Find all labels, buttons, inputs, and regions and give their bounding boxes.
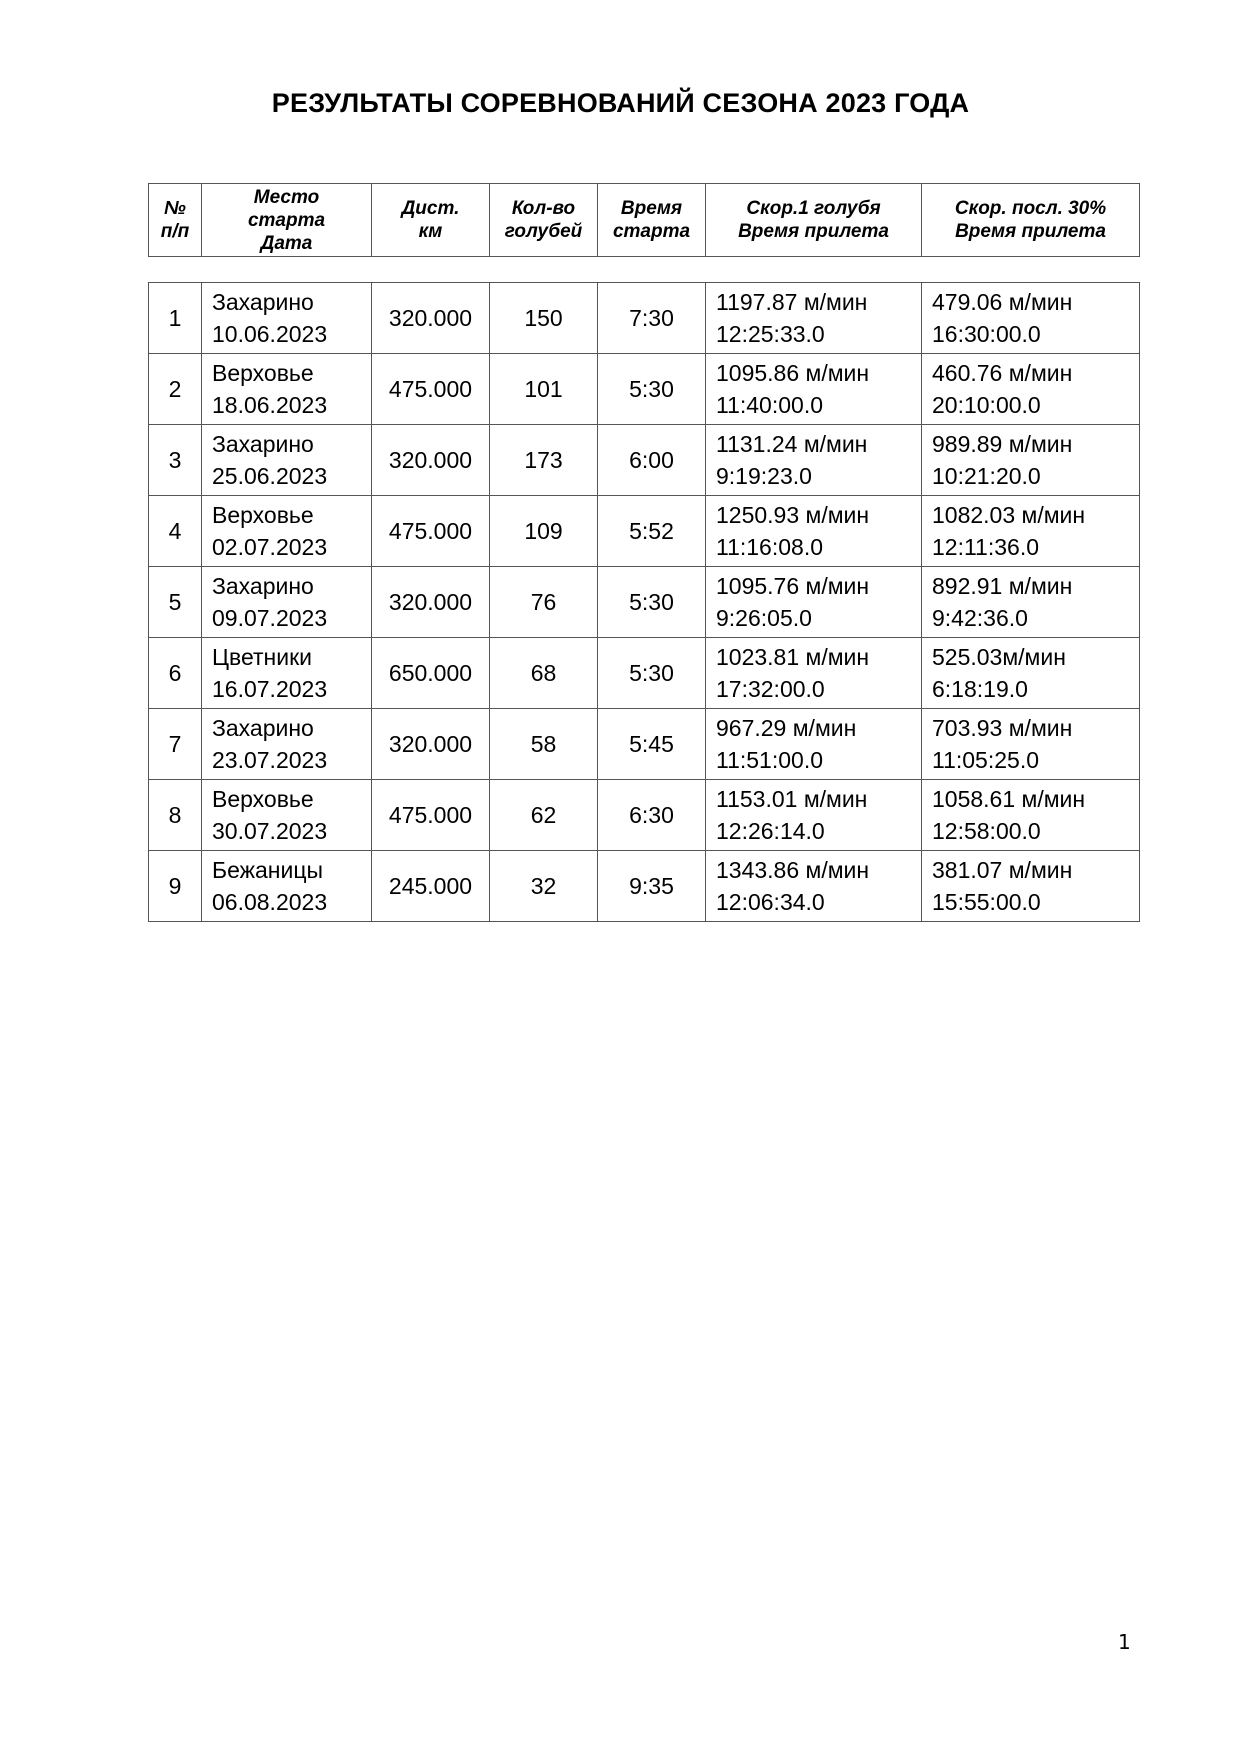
header-distance: Дист. км [372,184,490,257]
cell-last30-speed [922,567,1140,638]
race-date: 09.07.2023 [212,605,328,631]
last30-arrival-time: 12:11:36.0 [932,534,1040,560]
race-date: 02.07.2023 [212,534,328,560]
cell-first-speed [706,567,922,638]
page-number: 1 [1118,1630,1131,1654]
cell-distance: 320.000 [372,709,490,780]
cell-start-time: 5:52 [598,496,706,567]
cell-num: 2 [149,354,202,425]
first-arrival-time: 9:19:23.0 [716,463,812,489]
cell-first-speed [706,425,922,496]
cell-place-date [202,496,372,567]
last30-arrival-time: 15:55:00.0 [932,889,1041,915]
cell-last30-speed [922,496,1140,567]
cell-distance: 320.000 [372,425,490,496]
first-arrival-time: 9:26:05.0 [716,605,812,631]
race-date: 16.07.2023 [212,676,328,702]
last30-arrival-time: 16:30:00.0 [932,321,1041,347]
cell-distance: 475.000 [372,496,490,567]
header-num: № п/п [149,184,202,257]
last30-speed: 1082.03 м/мин [932,502,1086,528]
cell-start-time: 7:30 [598,283,706,354]
last30-arrival-time: 11:05:25.0 [932,747,1040,773]
first-speed: 1153.01 м/мин [716,786,868,812]
place-name: Захарино [212,289,314,315]
cell-distance: 320.000 [372,567,490,638]
last30-speed: 525.03м/мин [932,644,1066,670]
cell-place-date [202,425,372,496]
cell-last30-speed [922,425,1140,496]
cell-count: 62 [490,780,598,851]
last30-arrival-time: 9:42:36.0 [932,605,1028,631]
table-row [149,496,1140,567]
header-count: Кол-во голубей [490,184,598,257]
last30-speed: 460.76 м/мин [932,360,1073,386]
table-row [149,851,1140,922]
cell-place-date [202,354,372,425]
table-row [149,425,1140,496]
table-row [149,567,1140,638]
last30-speed: 989.89 м/мин [932,431,1073,457]
place-name: Верховье [212,360,314,386]
place-name: Захарино [212,431,314,457]
place-name: Захарино [212,715,314,741]
last30-arrival-time: 6:18:19.0 [932,676,1028,702]
cell-last30-speed [922,851,1140,922]
first-arrival-time: 12:26:14.0 [716,818,825,844]
first-arrival-time: 12:25:33.0 [716,321,825,347]
cell-first-speed [706,496,922,567]
cell-last30-speed [922,709,1140,780]
first-arrival-time: 11:51:00.0 [716,747,824,773]
last30-speed: 1058.61 м/мин [932,786,1086,812]
first-speed: 1131.24 м/мин [716,431,868,457]
cell-place-date [202,709,372,780]
cell-count: 58 [490,709,598,780]
cell-last30-speed [922,780,1140,851]
cell-num: 5 [149,567,202,638]
first-arrival-time: 17:32:00.0 [716,676,825,702]
table-row [149,283,1140,354]
cell-num: 3 [149,425,202,496]
cell-num: 8 [149,780,202,851]
place-name: Верховье [212,786,314,812]
place-name: Верховье [212,502,314,528]
cell-first-speed [706,709,922,780]
first-speed: 967.29 м/мин [716,715,857,741]
cell-distance: 320.000 [372,283,490,354]
cell-count: 173 [490,425,598,496]
last30-speed: 381.07 м/мин [932,857,1073,883]
table-row [149,638,1140,709]
race-date: 25.06.2023 [212,463,328,489]
race-date: 06.08.2023 [212,889,328,915]
first-speed: 1095.76 м/мин [716,573,870,599]
last30-arrival-time: 12:58:00.0 [932,818,1041,844]
last30-arrival-time: 20:10:00.0 [932,392,1041,418]
cell-start-time: 5:30 [598,638,706,709]
last30-speed: 479.06 м/мин [932,289,1073,315]
cell-distance: 475.000 [372,354,490,425]
cell-place-date [202,283,372,354]
cell-last30-speed [922,354,1140,425]
race-date: 30.07.2023 [212,818,328,844]
cell-count: 101 [490,354,598,425]
cell-last30-speed [922,638,1140,709]
cell-num: 4 [149,496,202,567]
cell-distance: 245.000 [372,851,490,922]
table-row [149,780,1140,851]
results-table-header [148,183,1140,257]
cell-first-speed [706,638,922,709]
first-speed: 1023.81 м/мин [716,644,870,670]
place-name: Захарино [212,573,314,599]
cell-count: 32 [490,851,598,922]
race-date: 23.07.2023 [212,747,328,773]
header-place-date: Место старта Дата [202,184,372,257]
cell-start-time: 9:35 [598,851,706,922]
race-date: 10.06.2023 [212,321,328,347]
last30-speed: 703.93 м/мин [932,715,1073,741]
cell-place-date [202,567,372,638]
cell-place-date [202,851,372,922]
cell-num: 7 [149,709,202,780]
cell-first-speed [706,780,922,851]
cell-start-time: 6:00 [598,425,706,496]
first-arrival-time: 12:06:34.0 [716,889,825,915]
cell-num: 1 [149,283,202,354]
first-speed: 1343.86 м/мин [716,857,870,883]
last30-arrival-time: 10:21:20.0 [932,463,1041,489]
first-speed: 1250.93 м/мин [716,502,870,528]
last30-speed: 892.91 м/мин [932,573,1073,599]
cell-place-date [202,780,372,851]
cell-start-time: 5:30 [598,354,706,425]
race-date: 18.06.2023 [212,392,328,418]
cell-start-time: 5:30 [598,567,706,638]
cell-last30-speed [922,283,1140,354]
cell-place-date [202,638,372,709]
header-row [149,184,1140,257]
first-speed: 1197.87 м/мин [716,289,868,315]
header-start-time: Время старта [598,184,706,257]
header-first-speed: Скор.1 голубя Время прилета [706,184,922,257]
cell-distance: 650.000 [372,638,490,709]
first-arrival-time: 11:16:08.0 [716,534,824,560]
cell-first-speed [706,851,922,922]
cell-distance: 475.000 [372,780,490,851]
place-name: Бежаницы [212,857,324,883]
cell-start-time: 5:45 [598,709,706,780]
page-title: РЕЗУЛЬТАТЫ СОРЕВНОВАНИЙ СЕЗОНА 2023 ГОДА [271,88,970,118]
cell-first-speed [706,354,922,425]
header-last30-speed: Скор. посл. 30% Время прилета [922,184,1140,257]
cell-count: 109 [490,496,598,567]
cell-start-time: 6:30 [598,780,706,851]
table-row [149,354,1140,425]
cell-first-speed [706,283,922,354]
cell-num: 9 [149,851,202,922]
cell-count: 76 [490,567,598,638]
place-name: Цветники [212,644,312,670]
first-speed: 1095.86 м/мин [716,360,870,386]
cell-num: 6 [149,638,202,709]
cell-count: 68 [490,638,598,709]
results-table [148,282,1140,922]
table-row [149,709,1140,780]
cell-count: 150 [490,283,598,354]
first-arrival-time: 11:40:00.0 [716,392,824,418]
